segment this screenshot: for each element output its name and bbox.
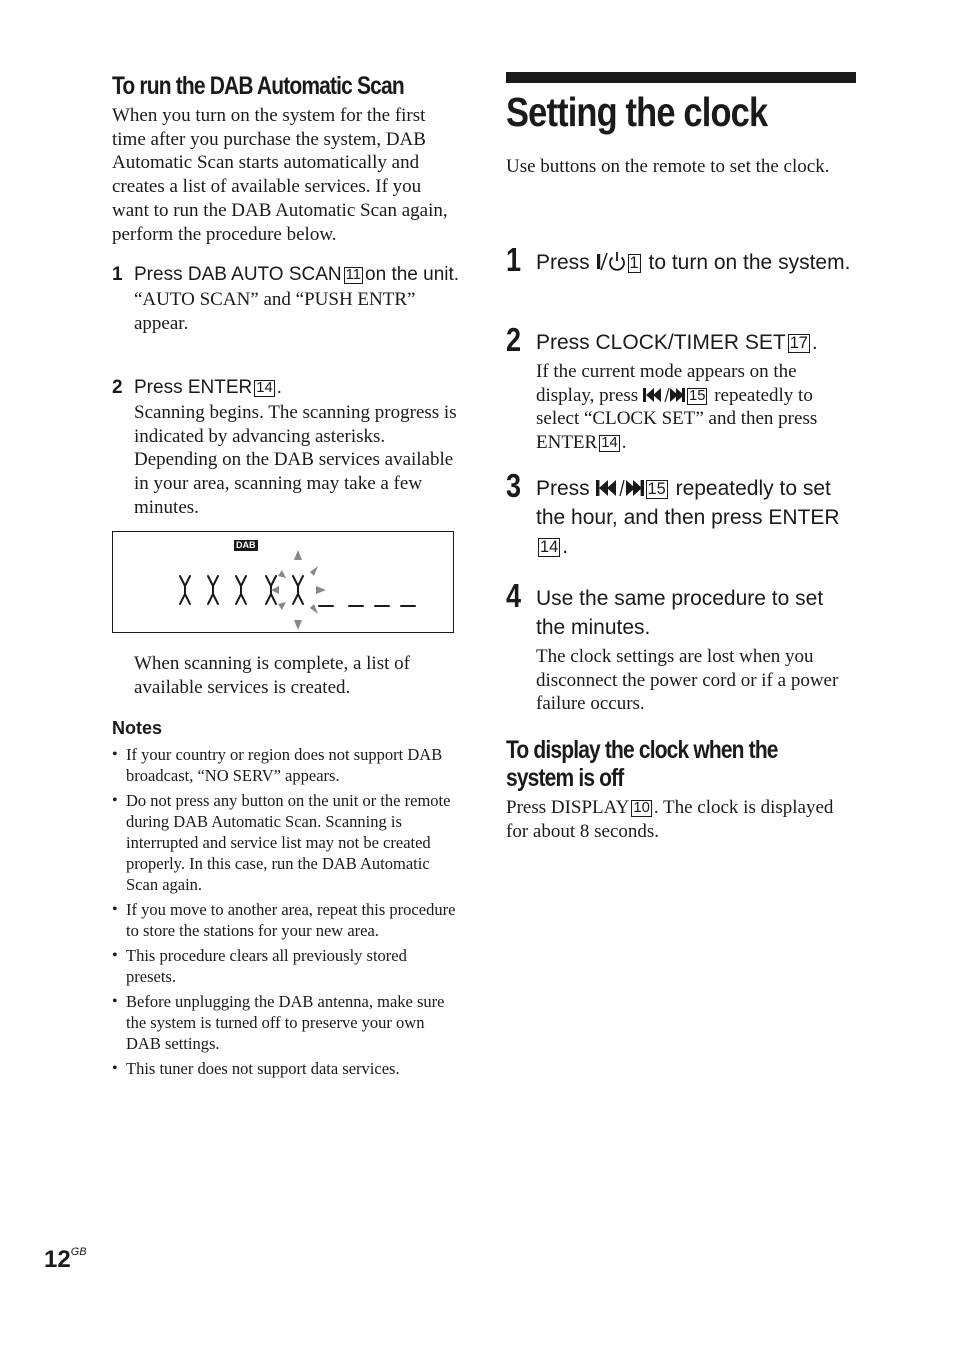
dab-step-1 xyxy=(112,262,462,335)
step-number: 4 xyxy=(506,577,522,614)
detail-text: repeatedly to select “CLOCK SET” and then press ENTER xyxy=(536,384,818,454)
detail-text: If the current mode appears on the display, press xyxy=(536,361,797,406)
note-item: • If your country or region does not support DAB broadcast, “NO SERV” appears. xyxy=(112,744,460,786)
button-ref-17: 17 xyxy=(789,334,808,353)
step-detail: “AUTO SCAN” and “PUSH ENTR” appear. xyxy=(134,289,416,334)
button-ref-15: 15 xyxy=(647,480,666,499)
step-text: Press xyxy=(536,251,590,274)
page-suffix: GB xyxy=(70,1246,87,1258)
step-number: 2 xyxy=(506,321,522,358)
clock-step-4 xyxy=(506,577,858,716)
dab-badge: DAB xyxy=(236,540,256,550)
asterisk-glyph xyxy=(180,576,190,604)
step-number: 1 xyxy=(506,241,522,278)
notes-list xyxy=(112,744,460,1079)
note-item: • Before unplugging the DAB antenna, make sure the system is turned off to preserve your own DAB settings. xyxy=(112,991,460,1054)
step-lead-tail: . xyxy=(276,377,283,398)
display-clock-text xyxy=(506,796,858,843)
prev-next-icon xyxy=(643,387,685,403)
clock-step-3 xyxy=(506,467,858,561)
step-text: repeatedly to set the hour, and then press ENTER xyxy=(536,477,840,529)
section-rule xyxy=(506,72,856,83)
step-number: 1 xyxy=(112,264,123,285)
page-title: Setting the clock xyxy=(506,89,768,135)
step-lead-text: Press DAB AUTO SCAN xyxy=(134,264,342,285)
button-ref-10: 10 xyxy=(633,800,650,817)
clock-step-1 xyxy=(506,241,858,278)
dab-scan-heading: To run the DAB Automatic Scan xyxy=(112,72,404,100)
step-detail: The clock settings are lost when you disconnect the power cord or if a power failure occurs. xyxy=(536,646,839,715)
clock-intro: Use buttons on the remote to set the clock. xyxy=(506,156,830,177)
note-item: • This procedure clears all previously stored presets. xyxy=(112,945,460,987)
dab-step-2 xyxy=(112,375,462,520)
scan-complete-text: When scanning is complete, a list of available services is created. xyxy=(134,653,410,698)
step-lead xyxy=(536,248,858,277)
step-lead-tail: on the unit. xyxy=(365,264,460,285)
step-lead-text: Press ENTER xyxy=(134,377,253,398)
clock-step-2 xyxy=(506,321,858,455)
step-lead xyxy=(536,474,858,561)
step-detail: Scanning begins. The scanning progress is indicated by advancing asterisks. Depending on the DAB services available in your area, scanning may take a few minutes. xyxy=(134,402,457,518)
display-clock-heading: To display the clock when the system is off xyxy=(506,736,778,792)
power-icon xyxy=(596,251,626,271)
note-item: • Do not press any button on the unit or the remote during DAB Automatic Scan. Scanning is interrupted and service list may not be created properly. In this case, run the DAB Automatic Scan again. xyxy=(112,790,460,895)
button-ref-1: 1 xyxy=(629,254,639,273)
step-lead: Use the same procedure to set the minutes. xyxy=(536,587,824,639)
dab-scan-intro: When you turn on the system for the first time after you purchase the system, DAB Automatic Scan starts automatically and creates a list of available services. If you want to run the DAB Automatic Scan again, perform the procedure below. xyxy=(112,105,448,245)
button-ref-14: 14 xyxy=(601,435,618,452)
step-lead xyxy=(134,375,462,400)
step-detail xyxy=(536,360,858,455)
asterisk-glyph xyxy=(236,576,246,604)
step-text: . xyxy=(811,331,818,354)
step-number: 2 xyxy=(112,377,123,398)
display-clock-text-part: Press DISPLAY xyxy=(506,797,630,818)
right-column xyxy=(506,72,858,842)
step-text: Press CLOCK/TIMER SET xyxy=(536,331,786,354)
button-ref-14: 14 xyxy=(256,380,273,397)
page-number-value: 12 xyxy=(44,1246,71,1273)
asterisk-glyph xyxy=(293,576,303,604)
prev-next-icon xyxy=(596,479,644,497)
page-number xyxy=(44,1246,87,1274)
step-text: . xyxy=(562,535,569,558)
step-text: to turn on the system. xyxy=(648,251,851,274)
display-clock-text-part: . The clock is displayed for about 8 seconds. xyxy=(506,797,834,842)
button-ref-11: 11 xyxy=(345,267,362,284)
button-ref-15: 15 xyxy=(688,387,706,404)
asterisk-progress-graphic xyxy=(113,532,453,632)
note-item: • This tuner does not support data services. xyxy=(112,1058,460,1079)
step-lead xyxy=(536,328,858,357)
detail-text: . xyxy=(621,432,627,454)
step-text: Press xyxy=(536,477,590,500)
button-ref-14: 14 xyxy=(540,538,559,557)
asterisk-glyph xyxy=(208,576,218,604)
notes-title: Notes xyxy=(112,718,163,738)
scan-display-illustration xyxy=(112,531,454,633)
step-lead xyxy=(134,262,462,287)
step-number: 3 xyxy=(506,467,522,504)
note-item: • If you move to another area, repeat this procedure to store the stations for your new area. xyxy=(112,899,460,941)
